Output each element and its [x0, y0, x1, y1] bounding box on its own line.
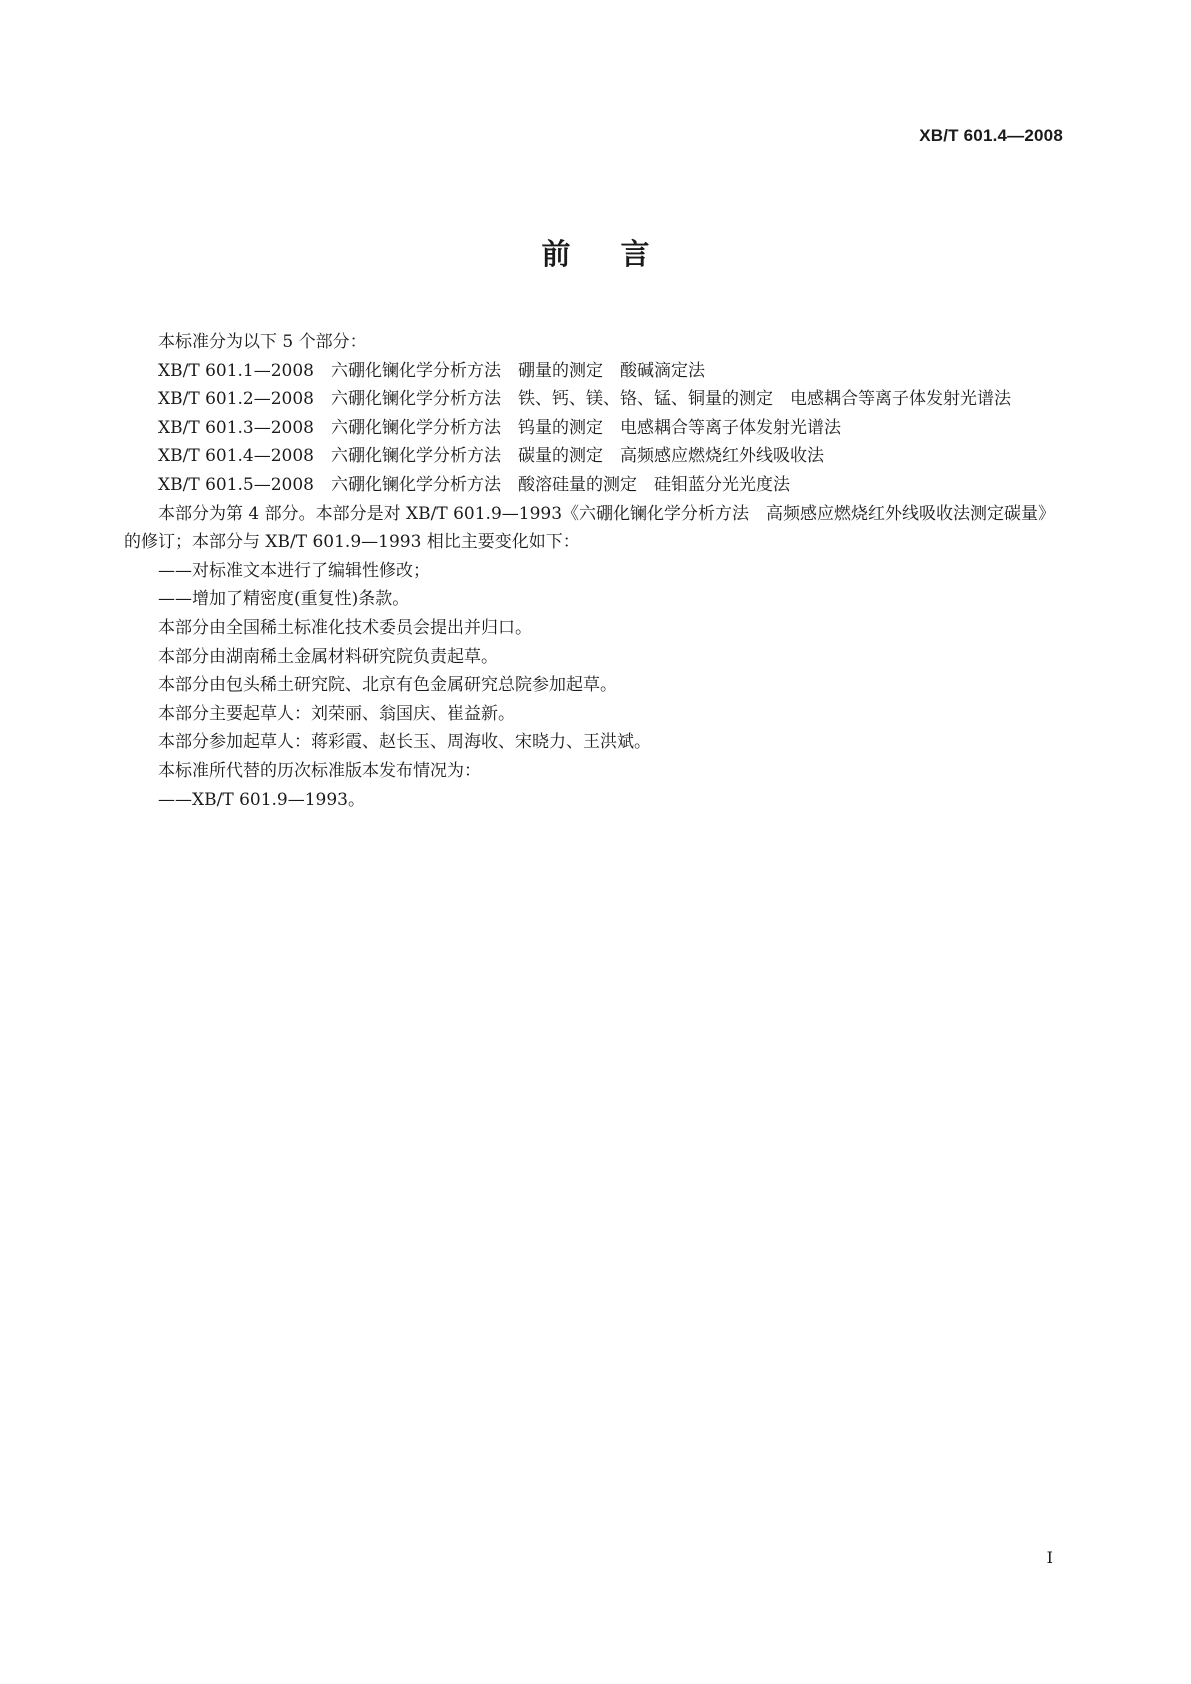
- page-number: I: [1046, 1548, 1053, 1567]
- part-2-subject: 六硼化镧化学分析方法: [331, 389, 501, 410]
- part-3-subject: 六硼化镧化学分析方法: [331, 417, 501, 438]
- part-1-code: XB/T 601.1—2008: [158, 360, 314, 381]
- part-4-subject: 六硼化镧化学分析方法: [331, 446, 501, 467]
- part-2-item: 铁、钙、镁、铬、锰、铜量的测定: [518, 389, 773, 410]
- proposer-paragraph: 本部分由全国稀土标准化技术委员会提出并归口。: [158, 617, 532, 638]
- change-item-1: ——对标准文本进行了编辑性修改；: [158, 560, 430, 581]
- participant-org-paragraph: 本部分由包头稀土研究院、北京有色金属研究总院参加起草。: [158, 675, 617, 696]
- revision-paragraph: [124, 500, 1067, 557]
- part-3-entry: [124, 414, 1067, 443]
- page-title: 前言: [541, 237, 700, 271]
- part-4-item: 碳量的测定: [518, 446, 603, 467]
- part-1-method: 酸碱滴定法: [620, 360, 705, 381]
- part-4-method: 高频感应燃烧红外线吸收法: [620, 446, 824, 467]
- part-5-method: 硅钼蓝分光光度法: [654, 474, 790, 495]
- drafter-org-paragraph: 本部分由湖南稀土金属材料研究院负责起草。: [158, 646, 498, 667]
- part-5-item: 酸溶硅量的测定: [518, 474, 637, 495]
- part-1-item: 硼量的测定: [518, 360, 603, 381]
- part-2-code: XB/T 601.2—2008: [158, 389, 314, 410]
- part-5-entry: [124, 471, 1067, 500]
- part-2-entry: [124, 385, 1067, 414]
- part-5-subject: 六硼化镧化学分析方法: [331, 474, 501, 495]
- part-4-code: XB/T 601.4—2008: [158, 446, 314, 467]
- standard-code-header: XB/T 601.4—2008: [919, 126, 1063, 145]
- part-4-entry: [124, 442, 1067, 471]
- intro-paragraph: 本标准分为以下 5 个部分：: [158, 332, 367, 352]
- revision-text-b: 高频感应燃烧红外线吸收法测定碳量》的修订；本部分与 XB/T 601.9—1993 相比主要变化如下：: [124, 503, 1056, 553]
- part-1-entry: [124, 357, 1067, 386]
- part-3-item: 钨量的测定: [518, 417, 603, 438]
- part-3-code: XB/T 601.3—2008: [158, 417, 314, 438]
- part-1-subject: 六硼化镧化学分析方法: [331, 360, 501, 381]
- part-3-method: 电感耦合等离子体发射光谱法: [620, 417, 841, 438]
- revision-text-a: 本部分为第 4 部分。本部分是对 XB/T 601.9—1993《六硼化镧化学分析方法: [158, 503, 750, 524]
- part-5-code: XB/T 601.5—2008: [158, 474, 314, 495]
- history-intro-paragraph: 本标准所代替的历次标准版本发布情况为：: [158, 760, 481, 781]
- foreword-body: [124, 328, 1067, 814]
- change-item-2: ——增加了精密度(重复性)条款。: [158, 589, 410, 610]
- main-drafters-paragraph: 本部分主要起草人：刘荣丽、翁国庆、崔益新。: [158, 703, 515, 724]
- participant-drafters-paragraph: 本部分参加起草人：蒋彩霞、赵长玉、周海收、宋晓力、王洪斌。: [158, 732, 651, 753]
- history-item: ——XB/T 601.9—1993。: [158, 789, 365, 810]
- part-2-method: 电感耦合等离子体发射光谱法: [790, 389, 1011, 410]
